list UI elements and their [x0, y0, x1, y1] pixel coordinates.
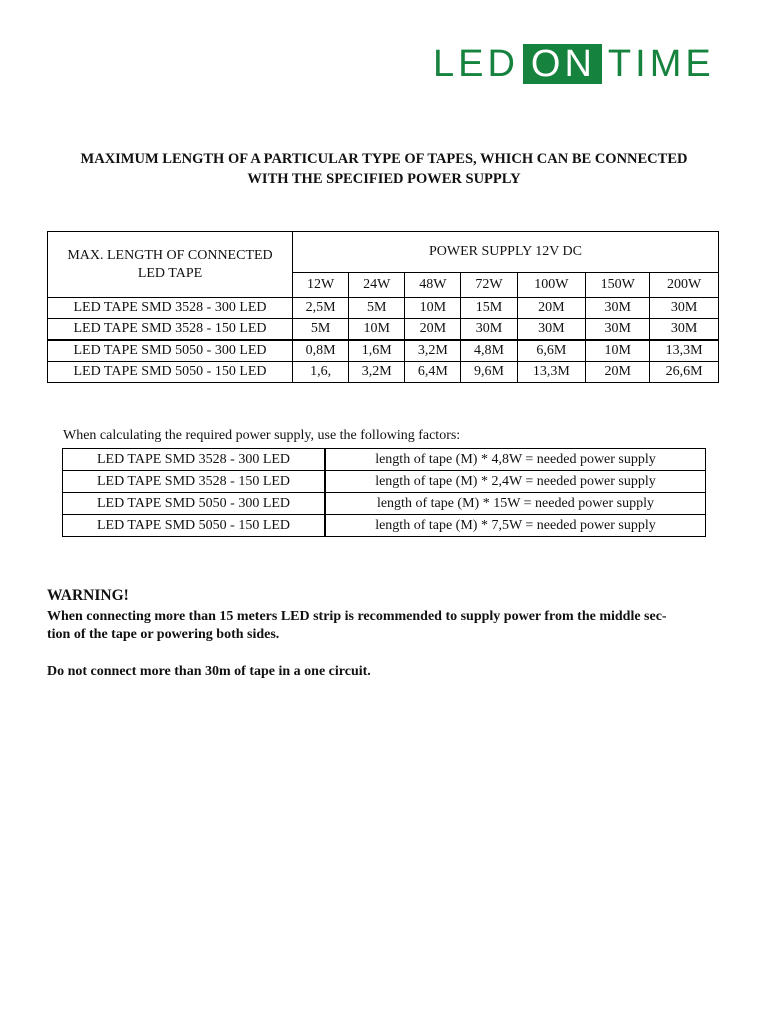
logo-text-on: ON: [523, 44, 602, 84]
wattage-header: 100W: [517, 273, 586, 298]
power-supply-header: POWER SUPPLY 12V DC: [293, 232, 719, 273]
table-row: [48, 362, 719, 383]
tape-type-cell: LED TAPE SMD 5050 - 300 LED: [63, 493, 326, 515]
length-cell: 30M: [517, 319, 586, 341]
logo-text-led: LED: [433, 42, 519, 85]
warning-heading: WARNING!: [47, 587, 129, 604]
length-cell: 5M: [349, 298, 405, 319]
length-cell: 20M: [586, 362, 650, 383]
table-row: [48, 319, 719, 341]
row-label: LED TAPE SMD 5050 - 300 LED: [48, 340, 293, 362]
ledontime-logo: [433, 44, 715, 84]
length-cell: 9,6M: [461, 362, 517, 383]
length-cell: 10M: [405, 298, 461, 319]
wattage-header: 72W: [461, 273, 517, 298]
title-line-2: WITH THE SPECIFIED POWER SUPPLY: [247, 171, 521, 187]
circuit-limit-note: Do not connect more than 30m of tape in a one circuit.: [47, 664, 371, 679]
table-row: [63, 493, 706, 515]
table-row: [48, 298, 719, 319]
tape-type-cell: LED TAPE SMD 3528 - 300 LED: [63, 449, 326, 471]
length-cell: 15M: [461, 298, 517, 319]
row-label: LED TAPE SMD 5050 - 150 LED: [48, 362, 293, 383]
length-cell: 26,6M: [650, 362, 719, 383]
length-cell: 20M: [517, 298, 586, 319]
length-cell: 4,8M: [461, 340, 517, 362]
length-cell: 30M: [461, 319, 517, 341]
wattage-header: 12W: [293, 273, 349, 298]
length-cell: 10M: [349, 319, 405, 341]
length-cell: 30M: [650, 319, 719, 341]
factors-intro: When calculating the required power supply, use the following factors:: [63, 428, 461, 443]
formula-cell: length of tape (M) * 2,4W = needed power supply: [325, 471, 706, 493]
wattage-header: 24W: [349, 273, 405, 298]
length-cell: 0,8M: [293, 340, 349, 362]
length-cell: 30M: [586, 319, 650, 341]
length-cell: 6,4M: [405, 362, 461, 383]
corner-header-line-1: MAX. LENGTH OF CONNECTED: [67, 247, 273, 263]
length-cell: 30M: [586, 298, 650, 319]
length-cell: 20M: [405, 319, 461, 341]
formula-cell: length of tape (M) * 4,8W = needed power supply: [325, 449, 706, 471]
wattage-header: 200W: [650, 273, 719, 298]
wattage-header: 48W: [405, 273, 461, 298]
logo-text-time: TIME: [607, 42, 715, 85]
table-row: [63, 449, 706, 471]
table-row: [63, 471, 706, 493]
table-row: [48, 340, 719, 362]
length-cell: 13,3M: [650, 340, 719, 362]
warning-text: [47, 608, 722, 644]
formula-cell: length of tape (M) * 15W = needed power supply: [325, 493, 706, 515]
length-cell: 30M: [650, 298, 719, 319]
title-line-1: MAXIMUM LENGTH OF A PARTICULAR TYPE OF TAPES, WHICH CAN BE CONNECTED: [80, 151, 688, 167]
tape-type-cell: LED TAPE SMD 5050 - 150 LED: [63, 515, 326, 537]
length-cell: 1,6M: [349, 340, 405, 362]
table-corner-header: [48, 232, 293, 298]
tape-type-cell: LED TAPE SMD 3528 - 150 LED: [63, 471, 326, 493]
length-cell: 3,2M: [405, 340, 461, 362]
wattage-header: 150W: [586, 273, 650, 298]
length-cell: 2,5M: [293, 298, 349, 319]
power-factors-table: [62, 448, 706, 537]
length-cell: 13,3M: [517, 362, 586, 383]
length-cell: 6,6M: [517, 340, 586, 362]
length-cell: 10M: [586, 340, 650, 362]
length-cell: 3,2M: [349, 362, 405, 383]
table-row: [63, 515, 706, 537]
formula-cell: length of tape (M) * 7,5W = needed power supply: [325, 515, 706, 537]
warning-line-2: tion of the tape or powering both sides.: [47, 627, 280, 642]
length-cell: 5M: [293, 319, 349, 341]
row-label: LED TAPE SMD 3528 - 150 LED: [48, 319, 293, 341]
document-title: [40, 149, 728, 189]
corner-header-line-2: LED TAPE: [137, 265, 203, 281]
warning-line-1: When connecting more than 15 meters LED strip is recommended to supply power from the middle sec-: [47, 609, 667, 624]
length-cell: 1,6,: [293, 362, 349, 383]
row-label: LED TAPE SMD 3528 - 300 LED: [48, 298, 293, 319]
max-length-table: [47, 231, 719, 383]
